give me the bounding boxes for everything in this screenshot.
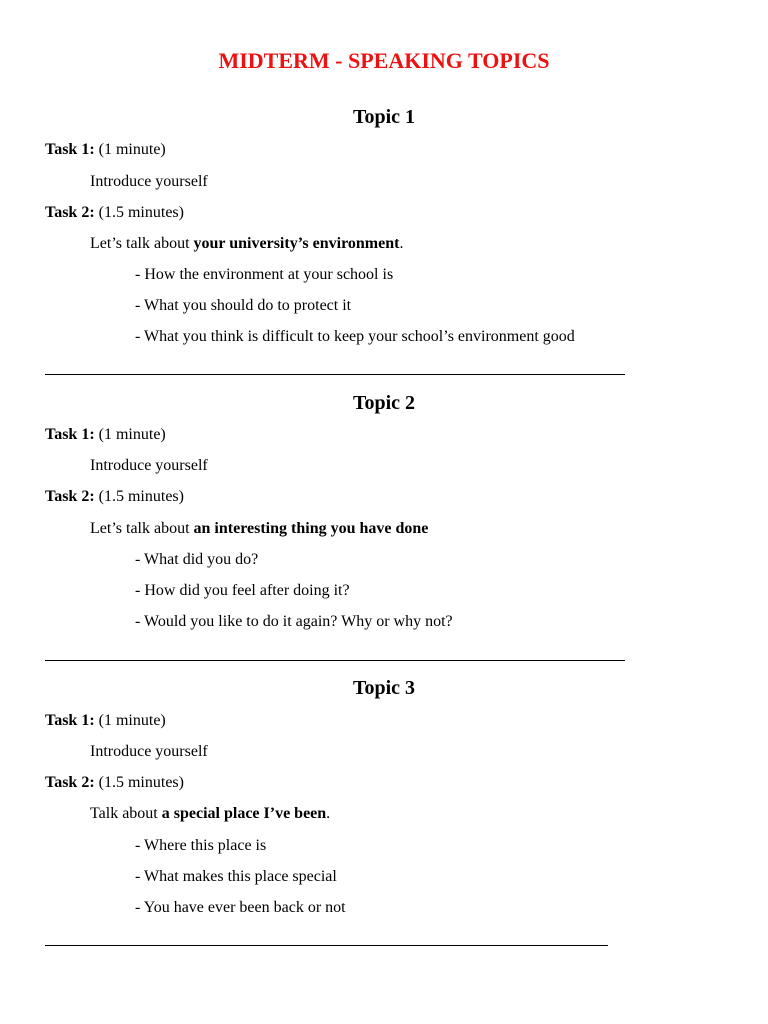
prompt-text: Let’s talk about — [90, 520, 194, 537]
task-2-line — [45, 487, 184, 507]
bullet-item: - Would you like to do it again? Why or why not? — [135, 613, 453, 630]
bullet-item: - How the environment at your school is — [135, 266, 394, 283]
task-label: Task 2: — [45, 204, 95, 221]
bullet-item: - What you should do to protect it — [135, 297, 352, 314]
task-duration: (1 minute) — [94, 141, 166, 158]
task-duration: (1 minute) — [94, 712, 166, 729]
bullet-item: - You have ever been back or not — [135, 899, 346, 916]
page-title: MIDTERM - SPEAKING TOPICS — [218, 48, 550, 73]
topic-heading: Topic 1 — [352, 106, 416, 128]
task-1-text: Introduce yourself — [90, 173, 208, 190]
task-duration: (1 minute) — [94, 426, 166, 443]
task-2-prompt — [90, 519, 428, 539]
bullet-item: - What did you do? — [135, 551, 259, 568]
section-divider — [45, 660, 625, 661]
prompt-subject: an interesting thing you have done — [193, 520, 429, 537]
task-label: Task 2: — [45, 774, 95, 791]
prompt-text: Let’s talk about — [90, 235, 194, 252]
task-1-line — [45, 425, 166, 445]
bullet-item: - What you think is difficult to keep your school’s environment good — [135, 328, 575, 345]
task-label: Task 2: — [45, 488, 95, 505]
section-divider — [45, 374, 625, 375]
task-2-prompt — [90, 804, 330, 824]
bullet-item: - How did you feel after doing it? — [135, 582, 350, 599]
prompt-end: . — [399, 235, 404, 252]
bullet-item: - What makes this place special — [135, 868, 337, 885]
task-1-line — [45, 711, 166, 731]
task-1-text: Introduce yourself — [90, 743, 208, 760]
topic-heading: Topic 2 — [352, 392, 416, 414]
task-label: Task 1: — [45, 141, 95, 158]
task-2-prompt — [90, 234, 403, 254]
task-duration: (1.5 minutes) — [94, 488, 184, 505]
prompt-end: . — [326, 805, 331, 822]
task-duration: (1.5 minutes) — [94, 204, 184, 221]
prompt-subject: your university’s environment — [193, 235, 400, 252]
section-divider — [45, 945, 608, 946]
task-label: Task 1: — [45, 426, 95, 443]
task-1-line — [45, 140, 166, 160]
prompt-subject: a special place I’ve been — [161, 805, 327, 822]
task-label: Task 1: — [45, 712, 95, 729]
task-2-line — [45, 203, 184, 223]
topic-heading: Topic 3 — [352, 677, 416, 699]
task-2-line — [45, 773, 184, 793]
task-duration: (1.5 minutes) — [94, 774, 184, 791]
bullet-item: - Where this place is — [135, 837, 267, 854]
prompt-text: Talk about — [90, 805, 162, 822]
task-1-text: Introduce yourself — [90, 457, 208, 474]
